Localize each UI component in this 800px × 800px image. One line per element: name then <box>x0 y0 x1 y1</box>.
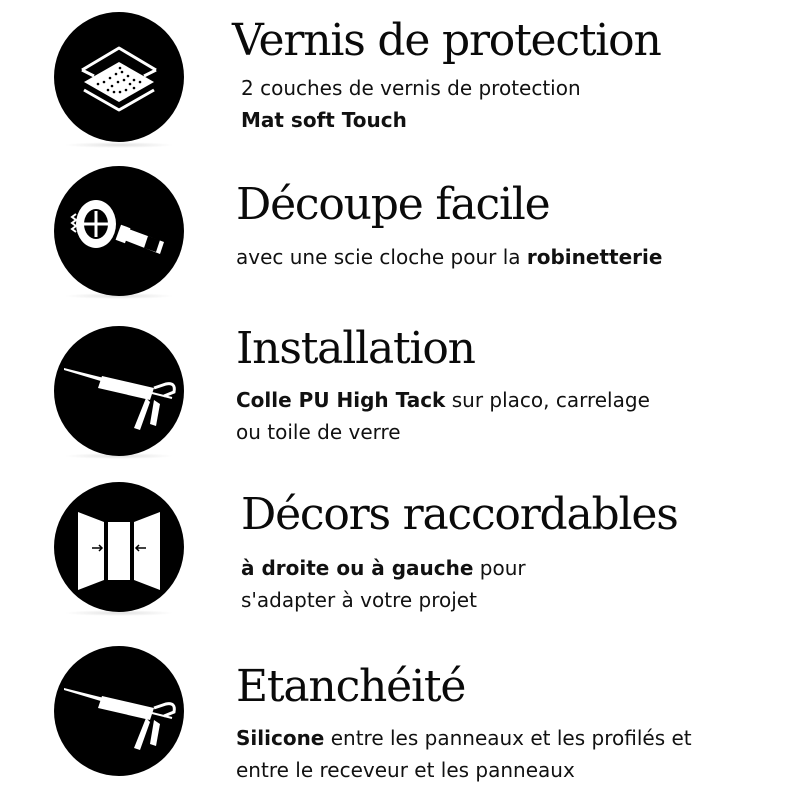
feature-description <box>241 72 581 136</box>
caulking-gun-icon <box>54 646 184 776</box>
feature-description <box>236 241 662 273</box>
description-line: s'adapter à votre projet <box>241 588 477 612</box>
feature-title: Installation <box>236 323 475 374</box>
feature-title: Etanchéité <box>236 661 466 712</box>
feature-installation <box>0 320 800 480</box>
description-line: avec une scie cloche pour la robinetterie <box>236 245 663 269</box>
feature-description <box>236 384 650 448</box>
icon-shadow <box>64 610 174 616</box>
feature-matching-panels <box>0 480 800 640</box>
feature-description <box>241 552 526 616</box>
feature-title: Découpe facile <box>236 179 550 230</box>
icon-shadow <box>64 453 174 459</box>
hole-saw-icon <box>54 166 184 296</box>
description-line: Colle PU High Tack sur placo, carrelage <box>236 388 650 412</box>
icon-shadow <box>64 293 174 299</box>
feature-easy-cut <box>0 160 800 320</box>
description-line: Silicone entre les panneaux et les profilés et <box>236 726 692 750</box>
description-line: 2 couches de vernis de protection <box>241 76 581 100</box>
feature-title: Décors raccordables <box>241 489 678 540</box>
feature-varnish <box>0 0 800 160</box>
description-line-bold: Mat soft Touch <box>241 108 407 132</box>
varnish-layers-icon <box>54 12 184 142</box>
feature-description <box>236 722 692 786</box>
joined-panels-icon <box>54 482 184 612</box>
description-line: ou toile de verre <box>236 420 401 444</box>
feature-sealing <box>0 640 800 800</box>
description-line: entre le receveur et les panneaux <box>236 758 575 782</box>
icon-shadow <box>64 142 174 148</box>
description-line: à droite ou à gauche pour <box>241 556 526 580</box>
feature-title: Vernis de protection <box>232 15 661 66</box>
caulking-gun-icon <box>54 326 184 456</box>
